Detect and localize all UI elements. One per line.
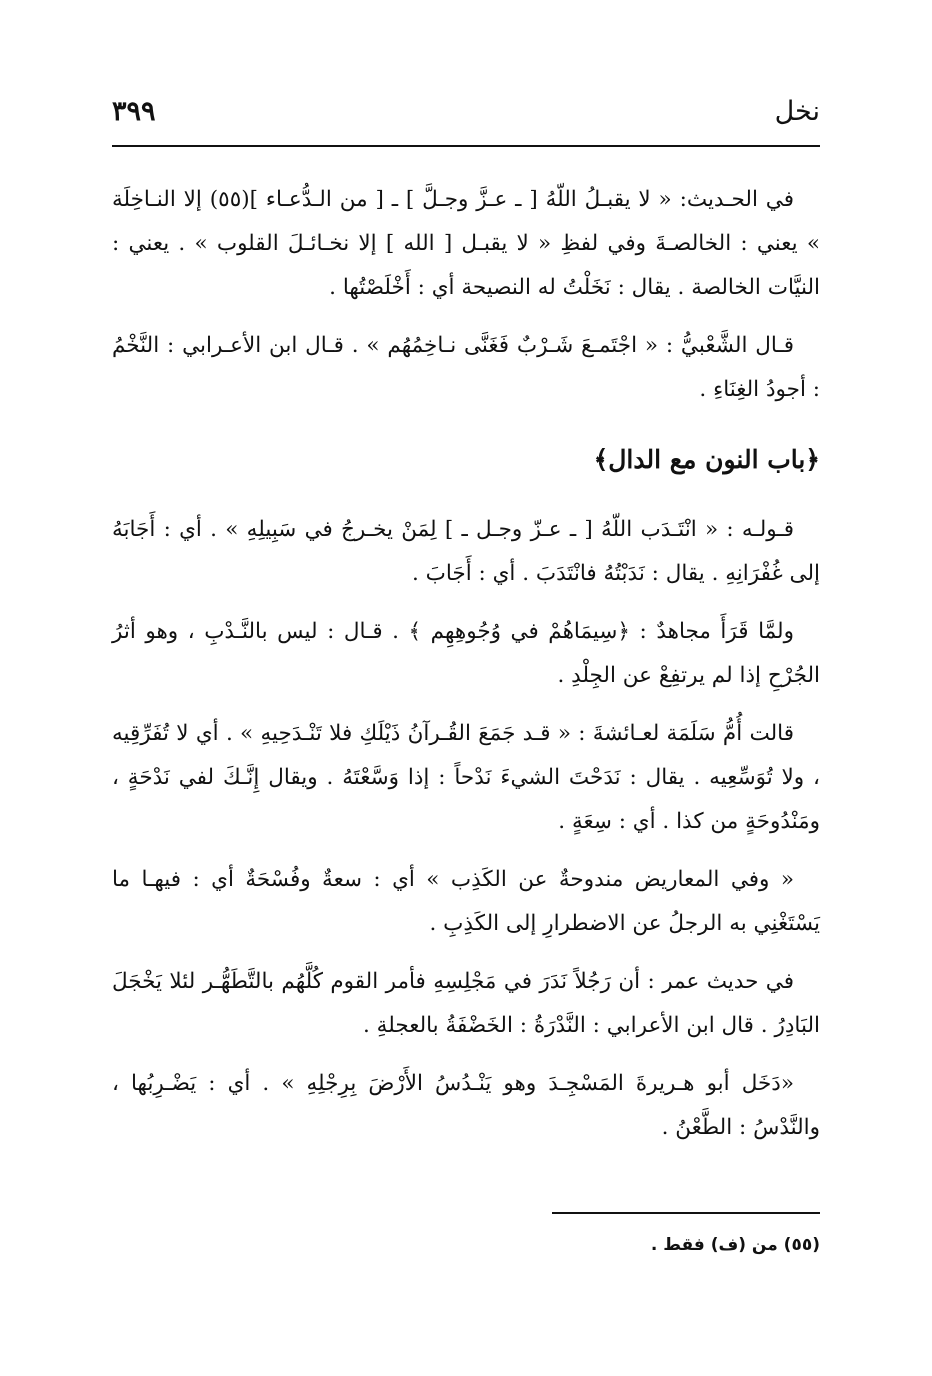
paragraph: « وفي المعاريض مندوحةٌ عن الكَذِب » أي : سعةٌ وفُسْحَةٌ أي : فيهـا ما يَسْتَغْنِي به الرجلُ عن الاضطرارِ إلى الكَذِبِ . bbox=[112, 867, 820, 936]
body-text bbox=[112, 178, 820, 1164]
page-header bbox=[112, 88, 820, 134]
footnote-rule bbox=[552, 1212, 820, 1214]
paragraph: قـال الشَّعْبيُّ : « اجْتَمـعَ شَـرْبٌ فَغَنَّى نـاخِمُهُم » . قـال ابن الأعـرابي : النَّخْمُ : أجودُ الغِنَاءِ . bbox=[112, 333, 820, 402]
paragraph: «دَخَل أبو هـريرةَ المَسْجِـدَ وهو يَنْـدُسُ الأَرْضَ بِرِجْلِهِ » . أي : يَضْـرِبُها ، والنَّدْسُ : الطَّعْنُ . bbox=[112, 1071, 820, 1140]
paragraph: في الحـديث: « لا يقبـلُ اللّهُ [ ـ عـزَّ وجـلَّ ] ـ [ من الـدُّعـاء ](٥٥) إلا النـاخِلَة » يعني : الخالصـةَ وفي لفظِ « لا يقبـل [ الله ] إلا نخـائـلَ القلوب » . يعني : النيَّات الخالصة . يقال : نَخَلْتُ له النصيحة أي : أَخْلَصْتُها . bbox=[112, 187, 820, 300]
footnote: (٥٥) من (ف) فقط . bbox=[650, 1235, 820, 1255]
header-rule bbox=[112, 145, 820, 147]
paragraph: قالت أُمُّ سَلَمَة لعـائشةَ : « قـد جَمَعَ القُـرآنُ ذَيْلَكِ فلا تَنْـدَحِيهِ » . أي لا تُفَرِّقِيه ، ولا تُوَسِّعِيه . يقال : نَدَحْتَ الشيءَ نَدْحاً : إذا وَسَّعْتَهُ . ويقال إِنَّـكَ لفي نَدْحَةٍ ، ومَنْدُوحَةٍ من كذا . أي : سِعَةٍ . bbox=[112, 721, 820, 834]
paragraph: قـولـه : « انْتَـدَب اللّهُ [ ـ عـزّ وجـل ـ ] لِمَنْ يخـرجُ في سَبِيلِهِ » . أي : أَجَابَهُ إلى غُفْرَانِهِ . يقال : نَدَبْتُهُ فانْتَدَبَ . أي : أَجَابَ . bbox=[112, 517, 820, 586]
page-number: ٣٩٩ bbox=[112, 95, 156, 127]
running-title: نخل bbox=[774, 95, 820, 127]
paragraph: ولمَّا قَرَأَ مجاهدٌ : ﴿سِيمَاهُمْ في وُجُوهِهِم ﴾ . قـال : ليس بالنَّـدْبِ ، وهو أثرُ الجُرْحِ إذا لم يرتفِعْ عن الجِلْدِ . bbox=[112, 619, 820, 688]
section-heading: ﴿باب النون مع الدال﴾ bbox=[593, 445, 820, 474]
paragraph: في حديث عمر : أن رَجُلاً نَدَرَ في مَجْلِسِهِ فأمر القوم كُلَّهُم بالتَّطَهُّـر لئلا يَخْجَلَ البَادِرُ . قال ابن الأعرابي : النَّدْرَةُ : الخَضْفَةُ بالعجلةِ . bbox=[112, 969, 820, 1038]
